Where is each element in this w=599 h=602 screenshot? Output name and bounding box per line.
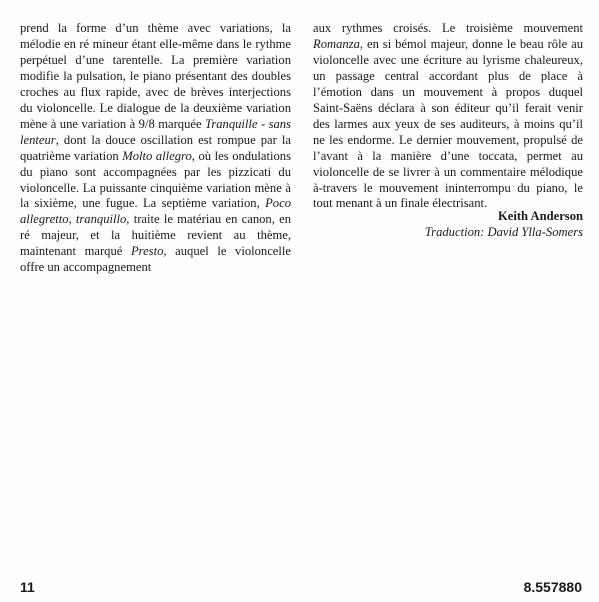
left-text-column [20,21,291,276]
author-name: Keith Anderson [497,209,583,223]
translator-credit: Traduction: David Ylla-Somers [424,225,583,239]
catalogue-number: 8.557880 [523,579,582,595]
signature-block [313,208,583,240]
tempo-marking: Poco allegretto, tranquillo [20,196,291,227]
right-text-column [313,21,583,212]
tempo-marking: Tranquille - sans lenteur [20,116,291,147]
movement-title: Romanza [313,36,360,51]
page-number: 11 [20,579,35,595]
left-paragraph: prend la forme d’un thème avec variations, la mélodie en ré mineur étant elle-même dans le rythme perpétuel d’une tarentelle. La première variation modifie la pulsation, le piano présentant des doubles croches au flux rapide, avec de brèves interjections du violoncelle. Le dialogue de la deuxième variation mène à une variation à 9/8 marquée Tranquille - sans lenteur, dont la douce oscillation est rompue par la quatrième variation Molto allegro, où les ondulations du piano sont accompagnées par les pizzicati du violoncelle. La puissante cinquième variation mène à la sixième, une fugue. La septième variation, Poco allegretto, tranquillo, traite le matériau en canon, en ré majeur, et la huitième revient au thème, maintenant marqué Presto, auquel le violoncelle offre un accompagnement [20,21,291,275]
tempo-marking: Presto [130,244,164,259]
tempo-marking: Molto allegro [122,148,192,163]
right-paragraph: aux rythmes croisés. Le troisième mouvement Romanza, en si bémol majeur, donne le beau rôle au violoncelle avec une écriture au lyrisme chaleureux, un passage central accordant plus de place à l’émotion dans un mouvement à propos duquel Saint-Saëns déclara à son éditeur qu’il ferait venir des larmes aux yeux de ses auditeurs, à moins qu’il ne les endorme. Le dernier mouvement, propulsé de l’avant à la manière d’une toccata, permet au violoncelle de se livrer à un commentaire mélodique à-travers le mouvement ininterrompu du piano, le tout menant à un finale électrisant. [313,21,583,211]
